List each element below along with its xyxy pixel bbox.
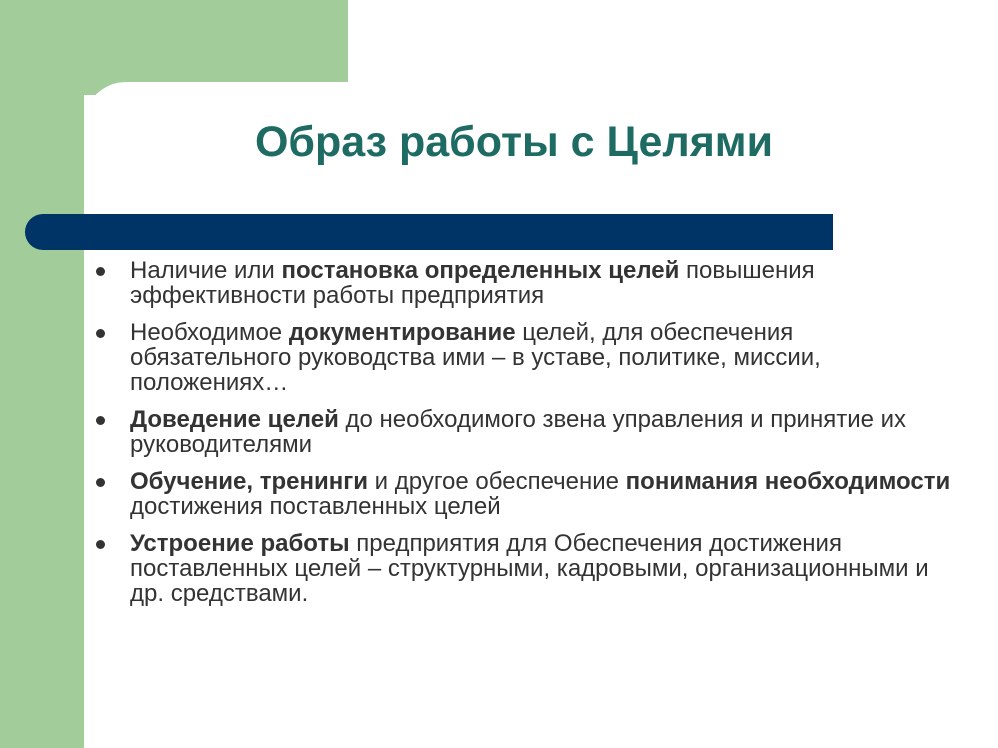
text-run-bold: документирование [288,319,516,346]
slide-title: Образ работы с Целями [254,118,774,166]
bullet-item-2 [96,320,956,395]
bullet-text [130,468,950,520]
text-run-bold: Обучение, тренинги [130,468,368,495]
bullet-text [130,406,906,458]
text-run: достижения поставленных целей [130,493,501,520]
text-run: предприятия для Обеспечения достижения поставленных целей – структурными, кадровыми, организационными и др. средствами. [130,530,929,607]
text-run: повышения эффективности работы предприятия [130,257,815,309]
bullet-text [130,530,929,607]
bullet-item-3 [96,407,956,457]
bullet-dot-icon [96,540,105,549]
text-run-bold: понимания необходимости [625,468,951,495]
bullet-text [130,257,815,309]
text-run: и другое обеспечение [368,468,626,495]
bullet-dot-icon [96,416,105,425]
bullet-item-4 [96,469,956,519]
bullet-item-1 [96,258,956,308]
text-run: Наличие или [130,257,282,284]
text-run-bold: постановка определенных целей [281,257,680,284]
bullet-list [96,258,956,618]
bullet-text [130,319,821,396]
text-run: Необходимое [130,319,289,346]
decor-green-sidebar [0,0,84,748]
text-run: до необходимого звена управления и принятие их руководителями [130,406,907,458]
bullet-item-5 [96,531,956,606]
text-run: целей, для обеспечения обязательного руководства ими – в уставе, политике, миссии, положениях… [130,319,821,396]
text-run-bold: Доведение целей [130,406,339,433]
bullet-dot-icon [96,267,105,276]
bullet-dot-icon [96,478,105,487]
bullet-dot-icon [96,329,105,338]
decor-green-top-block [84,0,348,95]
text-run-bold: Устроение работы [130,530,350,557]
title-divider-bar [25,214,833,250]
